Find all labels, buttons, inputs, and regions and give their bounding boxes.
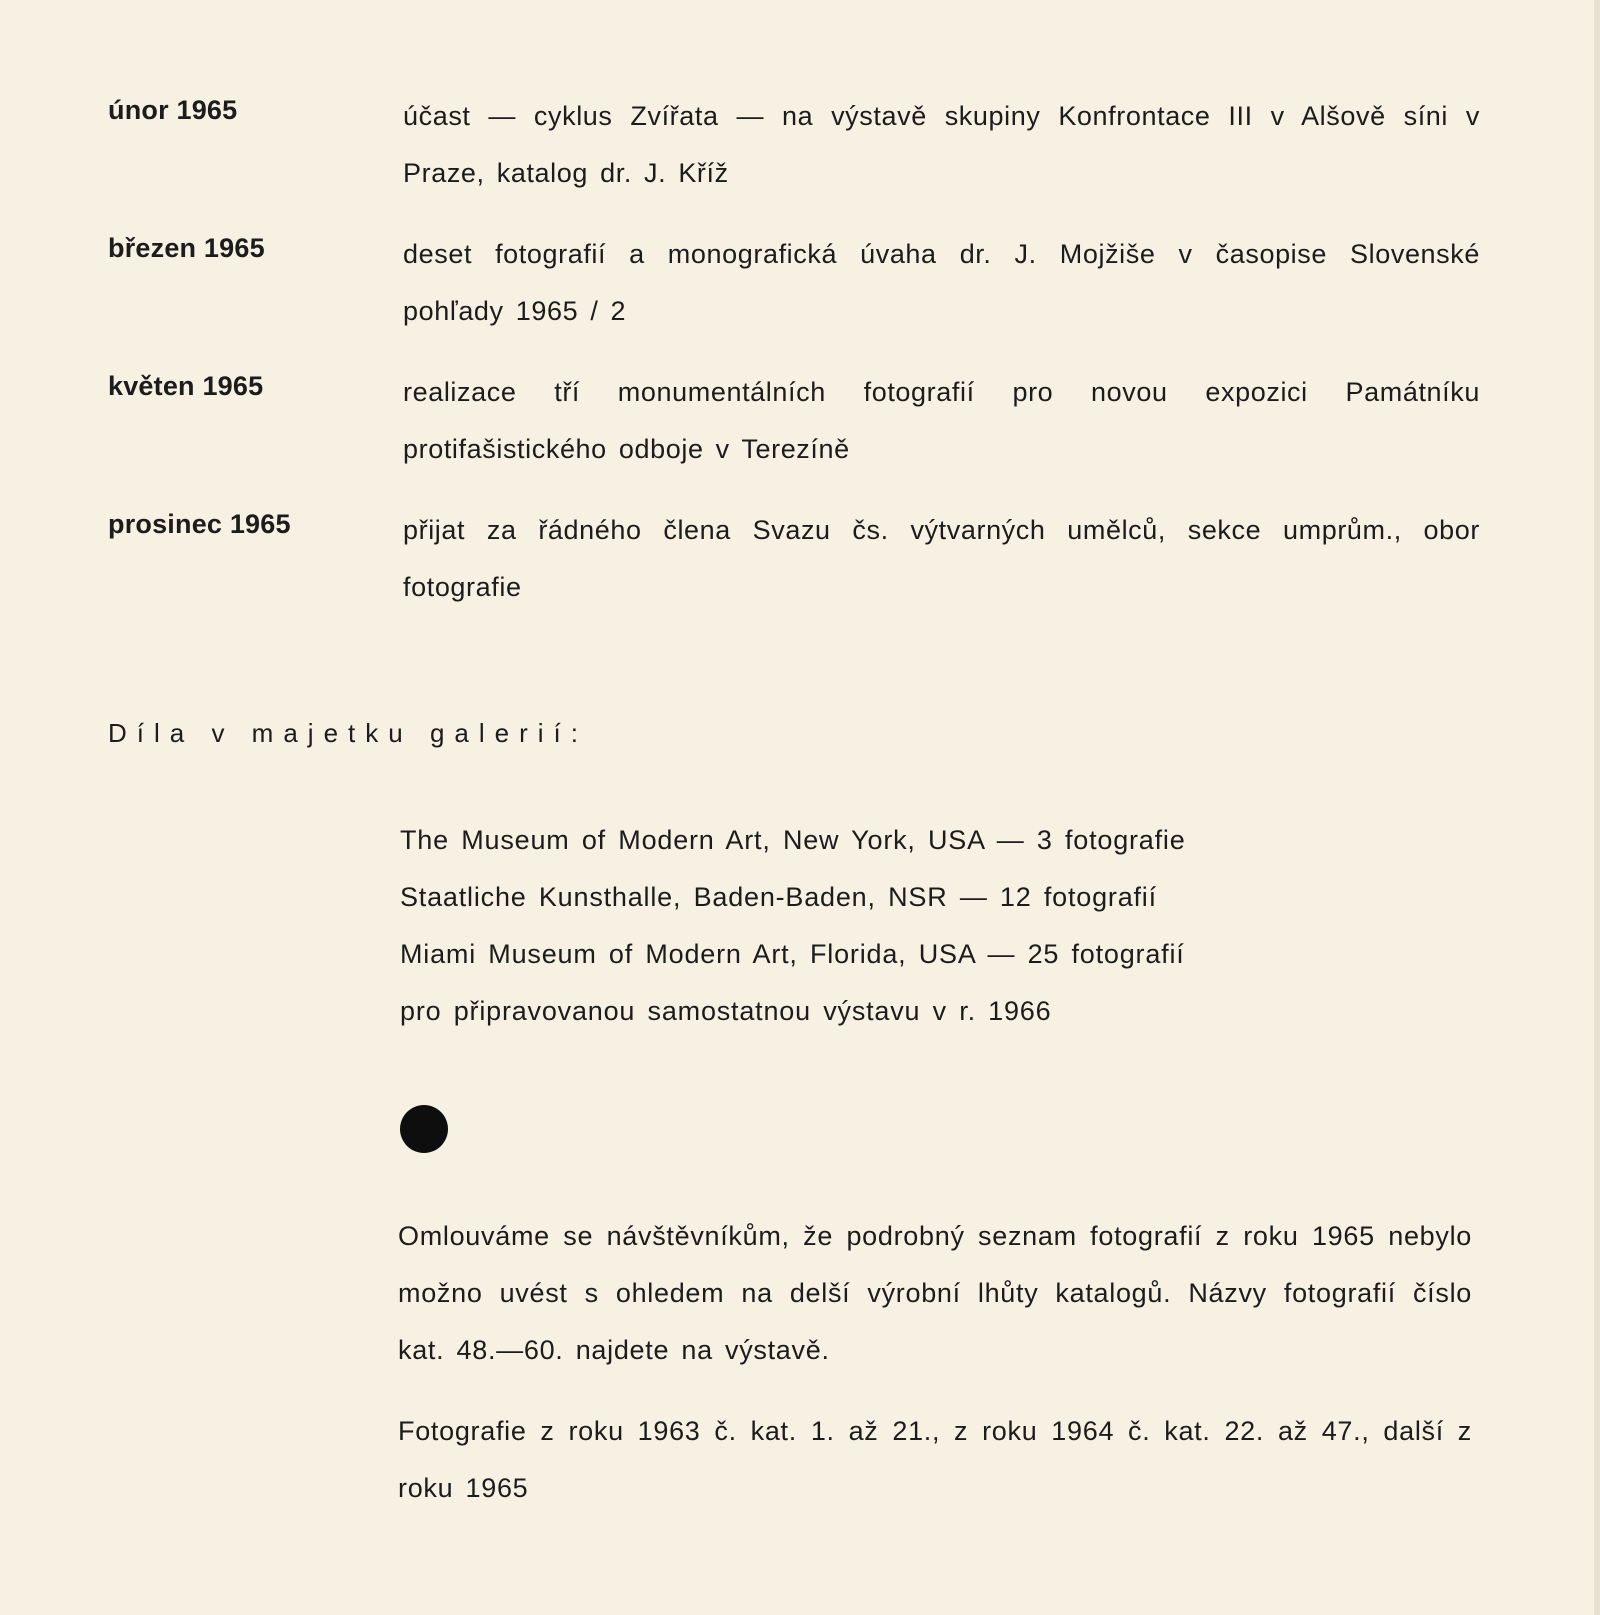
collection-item: Staatliche Kunsthalle, Baden-Baden, NSR — 12 fotografií [400,882,1157,912]
entry-text: deset fotografií a monografická úvaha dr. J. Mojžiše v časopise Slovenské pohľady 1965 / 2 [403,239,1480,326]
entry-date: únor 1965 [108,95,238,125]
entry-text: účast — cyklus Zvířata — na výstavě skupiny Konfrontace III v Alšově síni v Praze, katalog dr. J. Kříž [403,101,1480,188]
entry-date: prosinec 1965 [108,509,291,539]
collection-item: The Museum of Modern Art, New York, USA — 3 fotografie [400,825,1186,855]
notes [398,1208,1472,1541]
page-edge [1594,0,1600,1615]
catalog-note: Fotografie z roku 1963 č. kat. 1. až 21., z roku 1964 č. kat. 22. až 47., další z roku 1965 [398,1416,1472,1503]
collection-item: Miami Museum of Modern Art, Florida, USA — 25 fotografií [400,939,1185,969]
entry-text: přijat za řádného člena Svazu čs. výtvarných umělců, sekce umprům., obor fotografie [403,515,1480,602]
timeline-entry-may [108,364,1480,502]
entry-text: realizace tří monumentálních fotografií pro novou expozici Památníku protifašistického odboje v Terezíně [403,377,1480,464]
timeline-entry-mar [108,226,1480,364]
entry-date: březen 1965 [108,233,265,263]
apology-note: Omlouváme se návštěvníkům, že podrobný seznam fotografií z roku 1965 nebylo možno uvést s ohledem na delší výrobní lhůty katalogů. Názvy fotografií číslo kat. 48.—60. najdete na výstavě. [398,1221,1472,1365]
timeline-entry-dec [108,502,1480,640]
entry-date: květen 1965 [108,371,264,401]
timeline [108,88,1480,640]
collections-heading: Díla v majetku galerií: [108,718,588,748]
bullet-dot-icon [400,1105,448,1153]
collection-item: pro připravovanou samostatnou výstavu v r. 1966 [400,996,1052,1026]
timeline-entry-feb [108,88,1480,226]
collections-list [400,812,1360,1040]
